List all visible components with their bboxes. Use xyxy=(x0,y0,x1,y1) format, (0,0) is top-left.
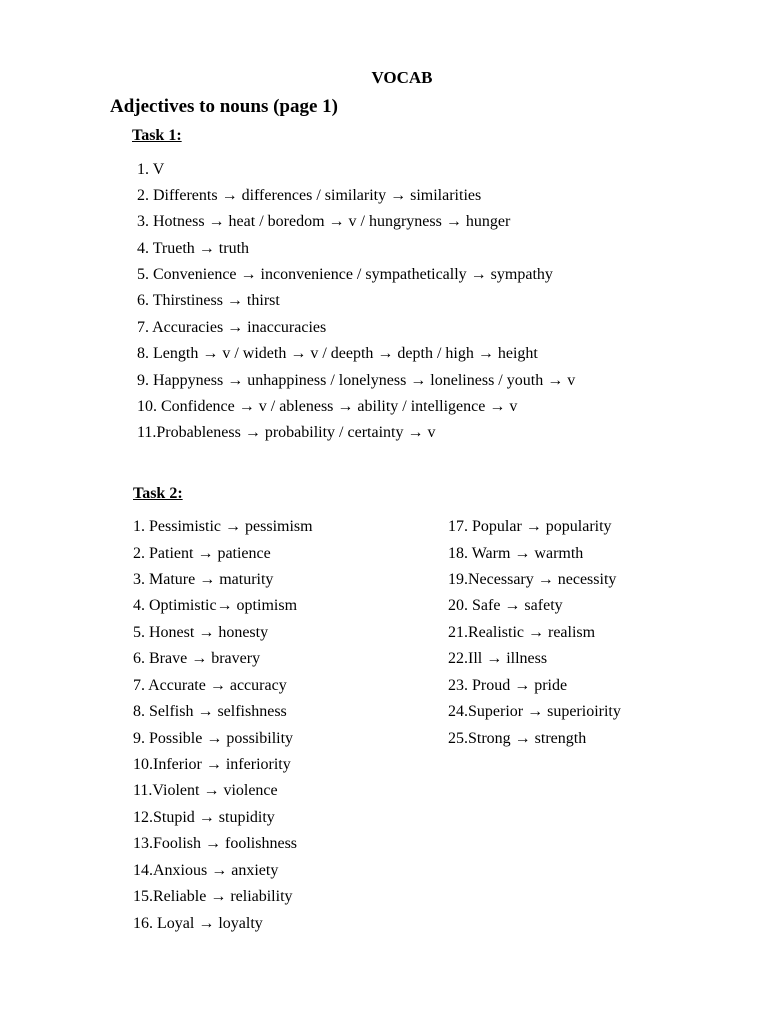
task1-item: 9. Happyness → unhappiness / lonelyness → loneliness / youth → v xyxy=(137,372,576,389)
task2-item-left: 9. Possible → possibility xyxy=(133,730,294,747)
task2-item-left: 6. Brave → bravery xyxy=(133,650,261,667)
task2-item-left: 14.Anxious → anxiety xyxy=(133,862,279,879)
task2-item-right: 25.Strong → strength xyxy=(448,730,587,747)
task2-item-right: 19.Necessary → necessity xyxy=(448,571,617,588)
task1-heading: Task 1: xyxy=(132,127,182,144)
task1-item: 2. Differents → differences / similarity → similarities xyxy=(137,187,482,204)
task2-item-left: 13.Foolish → foolishness xyxy=(133,835,298,852)
task2-item-left: 15.Reliable → reliability xyxy=(133,888,293,905)
task2-item-left: 2. Patient → patience xyxy=(133,545,271,562)
task1-item: 6. Thirstiness → thirst xyxy=(137,292,280,309)
task2-item-left: 4. Optimistic→ optimism xyxy=(133,597,298,614)
task2-item-right: 24.Superior → superioirity xyxy=(448,703,621,720)
task2-item-left: 11.Violent → violence xyxy=(133,782,278,799)
task1-item: 7. Accuracies → inaccuracies xyxy=(137,319,327,336)
task2-item-right: 20. Safe → safety xyxy=(448,597,563,614)
task2-item-left: 12.Stupid → stupidity xyxy=(133,809,275,826)
task2-item-left: 10.Inferior → inferiority xyxy=(133,756,291,773)
task1-item: 10. Confidence → v / ableness → ability / intelligence → v xyxy=(137,398,518,415)
task1-item: 5. Convenience → inconvenience / sympathetically → sympathy xyxy=(137,266,553,283)
task2-item-left: 16. Loyal → loyalty xyxy=(133,915,263,932)
page-heading: Adjectives to nouns (page 1) xyxy=(110,96,338,117)
task1-item: 8. Length → v / wideth → v / deepth → depth / high → height xyxy=(137,345,538,362)
task2-item-left: 3. Mature → maturity xyxy=(133,571,274,588)
task2-item-left: 8. Selfish → selfishness xyxy=(133,703,287,720)
task1-item: 3. Hotness → heat / boredom → v / hungryness → hunger xyxy=(137,213,511,230)
task2-item-right: 18. Warm → warmth xyxy=(448,545,584,562)
task1-item: 1. V xyxy=(137,161,165,178)
task1-item: 11.Probableness → probability / certainty → v xyxy=(137,424,436,441)
task2-item-right: 22.Ill → illness xyxy=(448,650,548,667)
task2-item-left: 1. Pessimistic → pessimism xyxy=(133,518,313,535)
document-title: VOCAB xyxy=(371,68,433,87)
task2-item-right: 17. Popular → popularity xyxy=(448,518,612,535)
task1-item: 4. Trueth → truth xyxy=(137,240,250,257)
task2-heading: Task 2: xyxy=(133,485,183,502)
task2-item-right: 23. Proud → pride xyxy=(448,677,568,694)
task2-item-right: 21.Realistic → realism xyxy=(448,624,596,641)
task2-item-left: 7. Accurate → accuracy xyxy=(133,677,287,694)
task2-item-left: 5. Honest → honesty xyxy=(133,624,269,641)
